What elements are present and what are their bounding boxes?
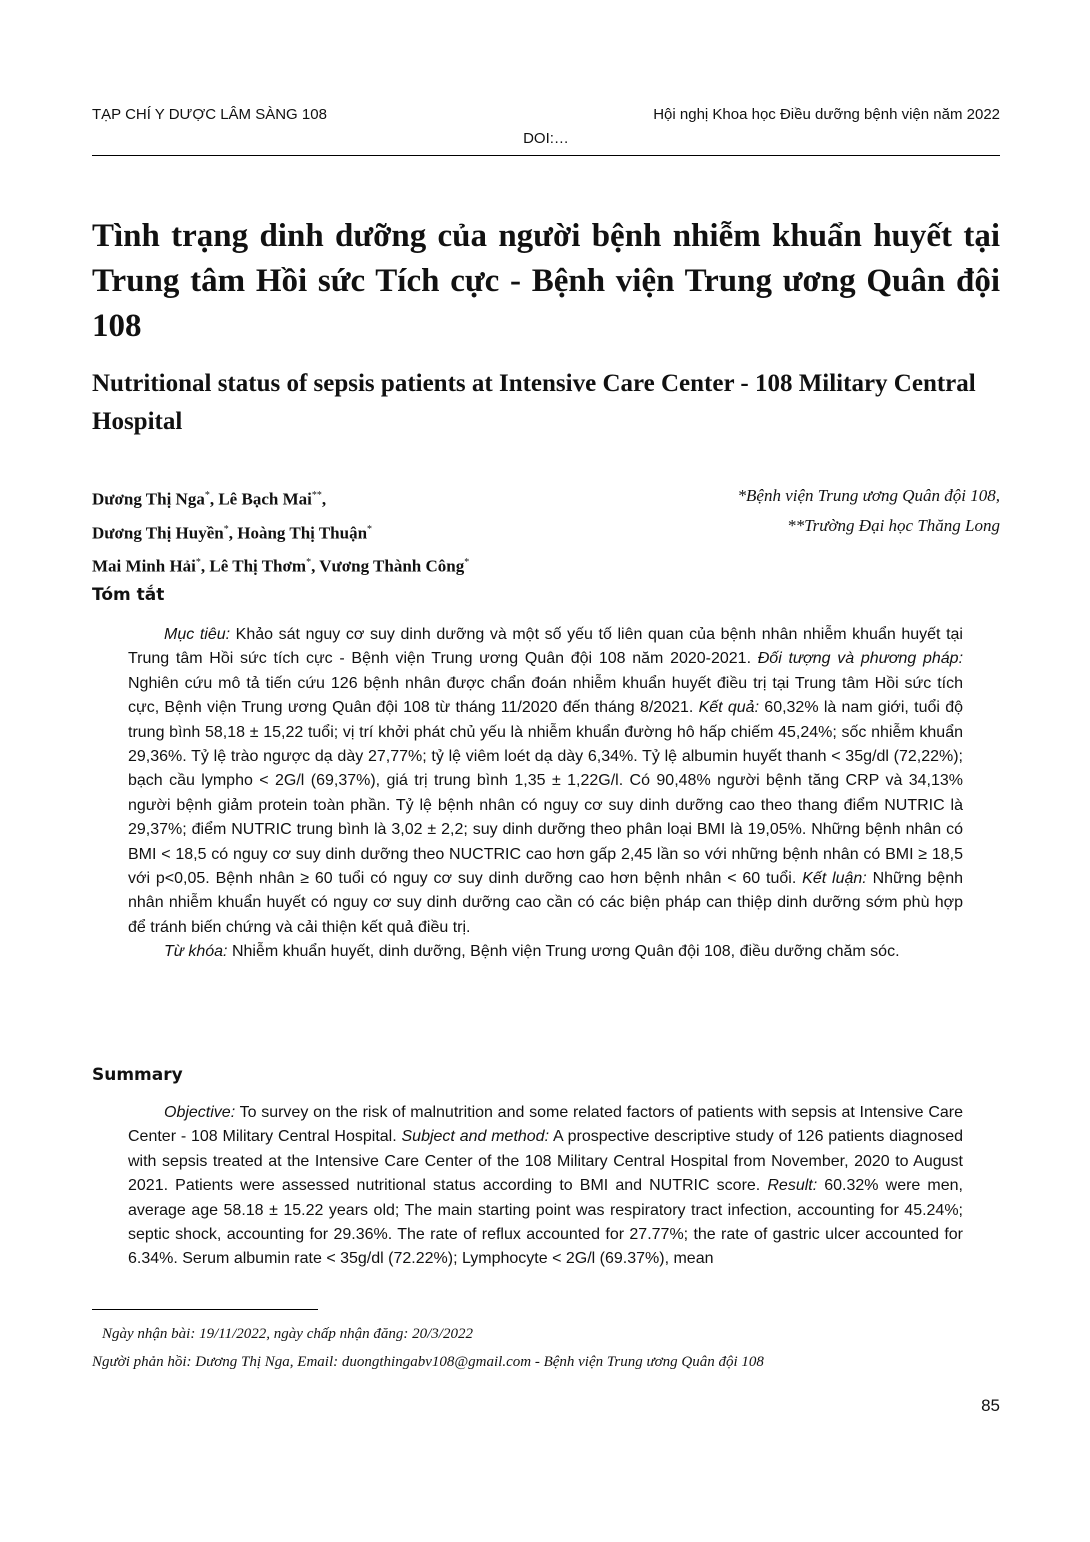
keywords-text: Nhiễm khuẩn huyết, dinh dưỡng, Bệnh viện Trung ương Quân đội 108, điều dưỡng chăm sóc.: [227, 943, 900, 961]
title-english: Nutritional status of sepsis patients at Intensive Care Center - 108 Military Central Hospital: [92, 370, 976, 435]
result-label: Kết quả:: [698, 699, 760, 717]
method-label: Đối tượng và phương pháp:: [757, 650, 964, 668]
author-separator: ,: [200, 556, 210, 576]
result-label: Result:: [767, 1177, 818, 1195]
method-label: Subject and method:: [401, 1128, 550, 1146]
footnotes: [92, 1320, 992, 1376]
method-text: A prospective descriptive study of 126 patients diagnosed with sepsis treated at the Intensive Care Center of the 108 Military Central Hospital from November, 2020 to August 2021. Patients were assessed nutritional status according to BMI and NUTRIC score.: [128, 1128, 963, 1195]
conclusion-text: Những bệnh nhân nhiễm khuẩn huyết có nguy cơ suy dinh dưỡng cao cần có các biện pháp can thiệp dinh dưỡng sớm phù hợp để tránh biến chứng và cải thiện kết quả điều trị.: [128, 870, 964, 936]
author-name: Dương Thị Huyền: [92, 523, 224, 543]
author-line: [92, 548, 652, 582]
keywords: [128, 940, 963, 964]
conference-name: Hội nghị Khoa học Điều dưỡng bệnh viện năm 2022: [653, 106, 1000, 123]
objective-label: Mục tiêu:: [164, 626, 231, 643]
result-text: 60,32% là nam giới, tuổi độ trung bình 58,18 ± 15,22 tuổi; vị trí khởi phát chủ yếu là nhiễm khuẩn đường hô hấp chiếm 45,24%; sốc nhiễm khuẩn 29,36%. Tỷ lệ trào ngược dạ dày 27,77%; tỷ lệ viêm loét dạ dày 6,34%. Tỷ lệ albumin huyết thanh < 35g/dl (72,22%); bạch cầu lympho < 2G/l (69,37%), giá trị trung bình 1,35 ± 1,22G/l. Có 90,48% người bệnh tăng CRP và 34,13% người bệnh giảm protein toàn phần. Tỷ lệ bệnh nhân có nguy cơ suy dinh dưỡng cao theo thang điểm NUTRIC là 29,37%; điểm NUTRIC trung bình là 3,02 ± 2,2; suy dinh dưỡng theo phân loại BMI là 19,05%. Những bệnh nhân có BMI < 18,5 có nguy cơ suy dinh dưỡng theo NUCTRIC cao hơn gấp 2,45 lần so với những bệnh nhân có BMI ≥ 18,5 với p<0,05. Bệnh nhân ≥ 60 tuổi có nguy cơ suy dinh dưỡng cao hơn bệnh nhân < 60 tuổi.: [128, 699, 963, 888]
author-name: Hoàng Thị Thuận: [237, 523, 368, 543]
summary-heading: Summary: [92, 1065, 183, 1085]
objective-label: Objective:: [164, 1104, 236, 1121]
affiliation-2: **Trường Đại học Thăng Long: [787, 516, 1000, 535]
author-line: [92, 481, 652, 515]
received-date: Ngày nhận bài: 19/11/2022, ngày chấp nhận đăng: 20/3/2022: [102, 1326, 473, 1342]
page-number: 85: [981, 1396, 1000, 1415]
author-mark: **: [311, 490, 322, 501]
author-list: [92, 481, 652, 582]
author-mark: *: [223, 523, 229, 535]
affiliations: [600, 481, 1000, 541]
keywords-label: Từ khóa:: [164, 943, 228, 961]
author-mark: *: [195, 557, 201, 569]
method-text: Nghiên cứu mô tả tiến cứu 126 bệnh nhân được chẩn đoán nhiễm khuẩn huyết điều trị tại Trung tâm Hồi sức tích cực, Bệnh viện Trung ương Quân đội 108 từ tháng 11/2020 đến tháng 8/2021.: [128, 674, 963, 717]
abstract-vi-heading: Tóm tắt: [92, 585, 165, 605]
objective-text: To survey on the risk of malnutrition and some related factors of patients with sepsis at Intensive Care Center - 108 Military Central Hospital.: [128, 1104, 963, 1146]
author-name: Dương Thị Nga: [92, 489, 205, 509]
objective-text: Khảo sát nguy cơ suy dinh dưỡng và một số yếu tố liên quan của bệnh nhân nhiễm khuẩn huyết tại Trung tâm Hồi sức tích cực - Bệnh viện Trung ương Quân đội 108 năm 2020-2021.: [128, 626, 963, 668]
author-name: Vương Thành Công: [319, 556, 465, 576]
author-mark: *: [306, 557, 312, 569]
result-text: 60.32% were men, average age 58.18 ± 15.22 years old; The main starting point was respiratory tract infection, accounting for 45.24%; septic shock, accounting for 29.36%. The rate of reflux accounted for 27.77%; the rate of gastric ulcer accounted for 6.34%. Serum albumin rate < 35g/dl (72.22%); Lymphocyte < 2G/l (69.37%), mean: [128, 1177, 963, 1268]
author-name: Mai Minh Hải: [92, 556, 196, 576]
author-separator: ,: [311, 556, 320, 576]
author-separator: ,: [228, 523, 238, 543]
abstract-vi-body: [128, 623, 963, 940]
journal-name: TẠP CHÍ Y DƯỢC LÂM SÀNG 108: [92, 106, 327, 123]
author-mark: *: [204, 490, 210, 501]
header-rule: [92, 155, 1000, 156]
footnote-rule: [92, 1309, 318, 1310]
reviewer-contact: Người phản hồi: Dương Thị Nga, Email: duongthingabv108@gmail.com - Bệnh viện Trung ương Quân đội 108: [92, 1354, 764, 1370]
author-mark: *: [367, 523, 373, 535]
author-name: Lê Bạch Mai: [218, 489, 312, 509]
doi: DOI:…: [523, 130, 569, 147]
conclusion-label: Kết luận:: [802, 870, 867, 888]
author-separator: ,: [209, 489, 219, 509]
author-separator: ,: [321, 489, 327, 509]
abstract-english: [128, 1101, 963, 1272]
summary-body: [128, 1101, 963, 1272]
abstract-vietnamese: [128, 623, 963, 965]
author-line: [92, 515, 652, 549]
affiliation-1: *Bệnh viện Trung ương Quân đội 108,: [737, 486, 1000, 505]
title-vietnamese: Tình trạng dinh dưỡng của người bệnh nhiễm khuẩn huyết tại Trung tâm Hồi sức Tích cực - Bệnh viện Trung ương Quân đội 108: [92, 218, 1000, 344]
author-mark: *: [464, 557, 470, 569]
author-name: Lê Thị Thơm: [209, 556, 307, 576]
